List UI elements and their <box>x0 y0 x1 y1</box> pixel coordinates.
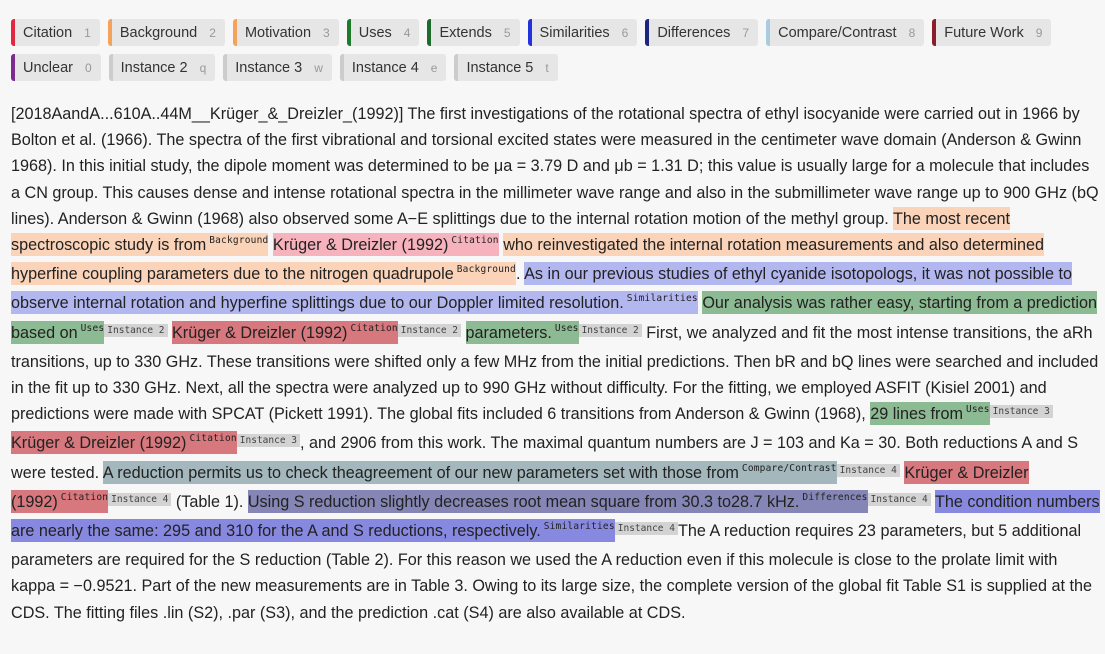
annotation-tag: Background <box>456 264 516 276</box>
label-button-background[interactable] <box>108 19 225 46</box>
annotation-text-span: Our analysis was rather easy, starting from a prediction based on <box>11 294 1097 342</box>
instance-badge: Instance 2 <box>579 324 642 337</box>
label-button-text: Instance 3 <box>235 59 303 76</box>
annotation-text-span: Krüger & Dreizler (1992) <box>11 434 187 453</box>
instance-badge: Instance 4 <box>615 522 678 535</box>
annotation-tag: Uses <box>80 322 105 334</box>
annotation-citation[interactable] <box>11 431 237 454</box>
label-shortcut-key: w <box>314 60 323 75</box>
label-button-future-work[interactable] <box>932 19 1051 46</box>
label-button-similarities[interactable] <box>528 19 638 46</box>
annotation-tag: Background <box>209 235 269 247</box>
label-button-text: Extends <box>439 24 492 41</box>
label-button-text: Unclear <box>23 59 73 76</box>
label-button-instance-4[interactable] <box>340 54 447 81</box>
instance-badge: Instance 4 <box>108 493 171 506</box>
instance-badge: Instance 2 <box>398 324 461 337</box>
label-row-2 <box>11 54 1101 81</box>
label-shortcut-key: e <box>430 60 438 75</box>
annotation-text-span: The most recent spectroscopic study is from <box>11 209 1010 255</box>
text-span: [2018AandA...610A..44M__Krüger_&_Dreizler_(1992)] The first investigations of the rotational spectra of ethyl isocyanide were carried out in 1966 by Bolton et al. (1966). The spectra of the first vibrational and torsional excited states were measured in the centimeter wave domain (Anderson & Gwinn 1968). In this initial study, the dipole moment was determined to be μa = 3.79 D and μb = 1.31 D; this value is usually large for a molecule that includes a CN group. This causes dense and intense rotational spectra in the millimeter wave range and also in the submillimeter wave range up to 900 GHz (bQ lines). Anderson & Gwinn (1968) also observed some A−E splittings due to the internal rotation motion of the methyl group. <box>11 105 1099 228</box>
annotation-tag: Differences <box>802 491 868 503</box>
label-button-instance-2[interactable] <box>109 54 216 81</box>
label-button-uses[interactable] <box>347 19 420 46</box>
label-toolbar <box>11 19 1101 89</box>
text-span: The A reduction requires 23 parameters, but 5 additional parameters are required for the S reduction (Table 2). For this reason we used the A reduction even if this molecule is close to the prolate limit with kappa = −0.9521. Part of the new measurements are in Table 3. Owing to its large size, the complete version of the global fit Table S1 is supplied at the CDS. The fitting files .lin (S2), .par (S3), and the prediction .cat (S4) are also available at CDS. <box>11 522 1093 622</box>
annotation-text-span: Krüger & Dreizler (1992) <box>172 323 348 342</box>
annotation-tag: Citation <box>350 322 398 334</box>
label-shortcut-key: 1 <box>84 25 91 40</box>
label-shortcut-key: q <box>199 60 207 75</box>
label-shortcut-key: 0 <box>84 60 92 75</box>
annotation-text-span: Krüger & Dreizler (1992) <box>272 236 449 255</box>
paragraph <box>11 101 1101 626</box>
label-shortcut-key: 9 <box>1035 25 1043 40</box>
label-button-compare-contrast[interactable] <box>766 19 924 46</box>
instance-badge: Instance 4 <box>868 493 931 506</box>
label-button-text: Motivation <box>244 24 312 41</box>
annotation-tag: Similarities <box>543 521 615 533</box>
label-button-text: Instance 4 <box>351 59 419 76</box>
label-button-citation[interactable] <box>11 19 100 46</box>
label-shortcut-key: 4 <box>403 25 411 40</box>
annotation-text-span: As in our previous studies of ethyl cyanide isotopologs, it was not possible to observe internal rotation and hyperfine splittings due to our Doppler limited resolution. <box>11 265 1073 313</box>
label-button-unclear[interactable] <box>11 54 101 81</box>
instance-badge: Instance 2 <box>104 324 167 337</box>
label-row-1 <box>11 19 1101 46</box>
label-button-text: Background <box>119 24 198 41</box>
text-span: First, we analyzed and fit the most intense transitions, the aRh transitions, up to 330 GHz. These transitions were shifted only a few MHz from the initial predictions. Then bR and bQ lines were searched and included in the fit up to 330 GHz. Next, all the spectra were analyzed up to 990 GHz without difficulty. For the fitting, we employed ASFIT (Kisiel 2001) and predictions were made with SPCAT (Pickett 1991). The global fits included 6 transitions from Anderson & Gwinn (1968), <box>11 323 1099 424</box>
text-span: , and 2906 from this work. The maximal quantum numbers are J = 103 and Ka = 30. Both reductions A and S were tested. <box>11 434 1079 482</box>
annotation-citation[interactable] <box>273 233 499 256</box>
instance-badge: Instance 4 <box>837 464 900 477</box>
instance-badge: Instance 3 <box>990 405 1053 418</box>
label-shortcut-key: 8 <box>908 25 916 40</box>
label-button-text: Instance 5 <box>466 59 534 76</box>
annotation-text-span: parameters. <box>465 323 552 342</box>
annotation-text-span: who reinvestigated the internal rotation measurements and also determined hyperfine coupling parameters due to the nitrogen quadrupole <box>11 236 1045 284</box>
annotation-tag: Uses <box>965 404 990 416</box>
label-shortcut-key: 2 <box>209 25 216 40</box>
annotation-tag: Citation <box>189 433 237 445</box>
label-button-instance-5[interactable] <box>454 54 557 81</box>
annotation-text-span: 29 lines from <box>870 405 963 424</box>
annotation-differences[interactable] <box>248 490 868 513</box>
label-shortcut-key: 3 <box>323 25 330 40</box>
label-button-text: Citation <box>23 24 73 41</box>
annotation-text <box>11 101 1101 626</box>
instance-badge: Instance 3 <box>237 434 300 447</box>
annotation-text-span: Using S reduction slightly decreases root mean square from 30.3 to28.7 kHz. <box>247 492 800 511</box>
annotation-text-span: A reduction permits us to check theagreement of our new parameters set with those from <box>102 463 739 482</box>
annotation-uses[interactable] <box>466 321 579 344</box>
label-shortcut-key: t <box>545 60 549 75</box>
annotation-tag: Compare/Contrast <box>741 462 837 474</box>
annotation-uses[interactable] <box>870 402 989 425</box>
annotation-tag: Citation <box>60 491 109 503</box>
label-button-text: Similarities <box>539 24 610 41</box>
annotation-tag: Uses <box>554 322 579 334</box>
label-button-instance-3[interactable] <box>223 54 332 81</box>
annotation-compare-contrast[interactable] <box>103 461 837 484</box>
label-button-text: Compare/Contrast <box>778 24 897 41</box>
label-button-text: Future Work <box>944 24 1024 41</box>
annotation-text-span: The condition numbers are nearly the same: 295 and 310 for the A and S reductions, respectively. <box>11 492 1100 541</box>
label-button-text: Uses <box>358 24 392 41</box>
label-button-text: Differences <box>657 24 731 41</box>
label-button-text: Instance 2 <box>120 59 188 76</box>
annotation-text-span: Krüger & Dreizler (1992) <box>11 463 1029 511</box>
label-shortcut-key: 7 <box>742 25 750 40</box>
annotation-tag: Citation <box>451 235 499 247</box>
annotation-tag: Similarities <box>626 293 698 305</box>
label-shortcut-key: 6 <box>621 25 629 40</box>
label-shortcut-key: 5 <box>503 25 511 40</box>
text-span: (Table 1). <box>175 492 244 511</box>
label-button-extends[interactable] <box>427 19 519 46</box>
text-span: . <box>515 265 521 284</box>
annotation-citation[interactable] <box>172 321 398 344</box>
label-button-differences[interactable] <box>645 19 758 46</box>
label-button-motivation[interactable] <box>233 19 339 46</box>
